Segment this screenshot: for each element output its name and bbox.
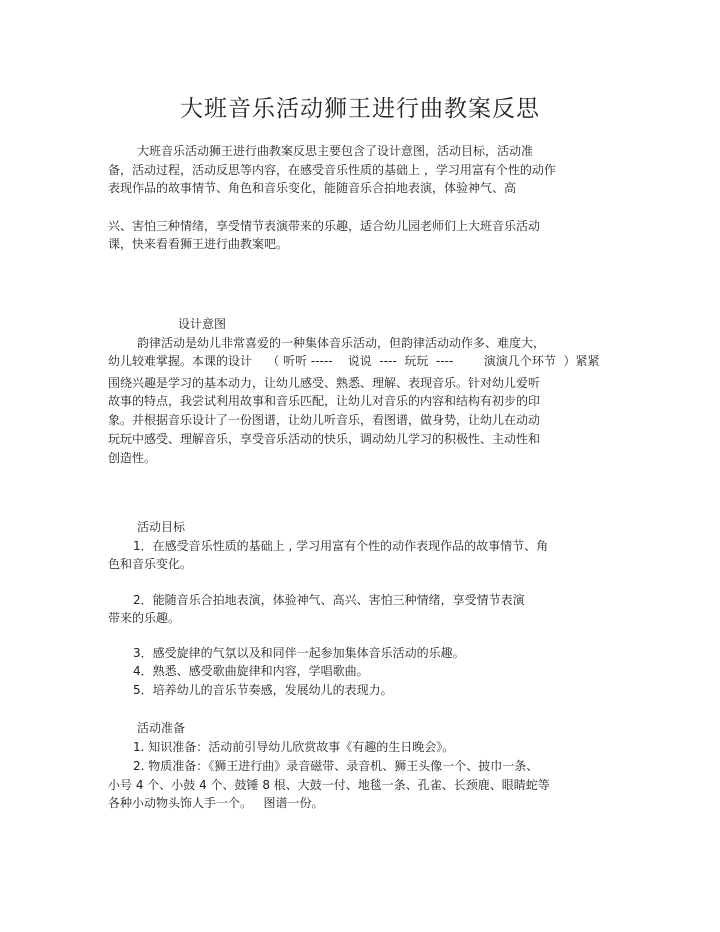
section-heading-design: 设计意图	[178, 317, 227, 331]
intro-line: 备，活动过程，活动反思等内容，在感受音乐性质的基础上 ，学习用富有个性的动作	[108, 163, 556, 177]
prep-line: 各种小动物头饰人手一个。 图谱一份。	[108, 796, 324, 810]
design-line: 幼儿较难掌握。本课的设计 （ 听听 ----- 说说 ---- 玩玩 ---- 演演几个环节 ）紧紧	[108, 354, 600, 368]
intro-line: 兴、害怕三种情绪，享受情节表演带来的乐趣，适合幼儿园老师们上大班音乐活动	[108, 219, 541, 233]
design-line: 围绕兴趣是学习的基本动力，让幼儿感受、熟悉、理解、表现音乐。针对幼儿爱听	[108, 376, 541, 390]
intro-line: 大班音乐活动狮王进行曲教案反思主要包含了设计意图，活动目标，活动准	[137, 144, 534, 158]
prep-line: 2. 物质准备：《狮王进行曲》录音磁带、录音机、狮王头像一个、披巾一条、	[133, 759, 539, 773]
goal-line: 色和音乐变化。	[108, 557, 193, 571]
intro-line: 表现作品的故事情节、角色和音乐变化，能随音乐合拍地表演，体验神气、高	[108, 181, 517, 195]
section-heading-goals: 活动目标	[137, 520, 186, 534]
design-line: 创造性。	[108, 451, 157, 465]
design-line: 象。并根据音乐设计了一份图谱，让幼儿听音乐，看图谱，做身势，让幼儿在动动	[108, 413, 541, 427]
design-line: 玩玩中感受、理解音乐，享受音乐活动的快乐，调动幼儿学习的积极性、主动性和	[108, 432, 541, 446]
intro-line: 课，快来看看狮王进行曲教案吧。	[108, 237, 289, 251]
goal-line: 5．培养幼儿的音乐节奏感，发展幼儿的表现力。	[133, 683, 393, 697]
page-title: 大班音乐活动狮王进行曲教案反思	[180, 96, 540, 122]
design-line: 故事的特点，我尝试利用故事和音乐匹配，让幼儿对音乐的内容和结构有初步的印	[108, 394, 541, 408]
goal-line: 1．在感受音乐性质的基础上 , 学习用富有个性的动作表现作品的故事情节、角	[133, 539, 549, 553]
prep-line: 小号 4 个、小鼓 4 个、鼓锤 8 根、大鼓一付、地毯一条、孔雀、长颈鹿、眼睛蛇等	[108, 778, 550, 792]
goal-line: 3．感受旋律的气氛以及和同伴一起参加集体音乐活动的乐趣。	[133, 646, 465, 660]
goal-line: 4．熟悉、感受歌曲旋律和内容，学唱歌曲。	[133, 664, 369, 678]
prep-line: 1. 知识准备：活动前引导幼儿欣赏故事《有趣的生日晚会》。	[133, 740, 455, 754]
goal-line: 2．能随音乐合拍地表演，体验神气、高兴、害怕三种情绪，享受情节表演	[133, 593, 525, 607]
design-line: 韵律活动是幼儿非常喜爱的一种集体音乐活动，但韵律活动动作多、难度大，	[137, 336, 546, 350]
goal-line: 带来的乐趣。	[108, 611, 181, 625]
section-heading-prep: 活动准备	[137, 721, 186, 735]
